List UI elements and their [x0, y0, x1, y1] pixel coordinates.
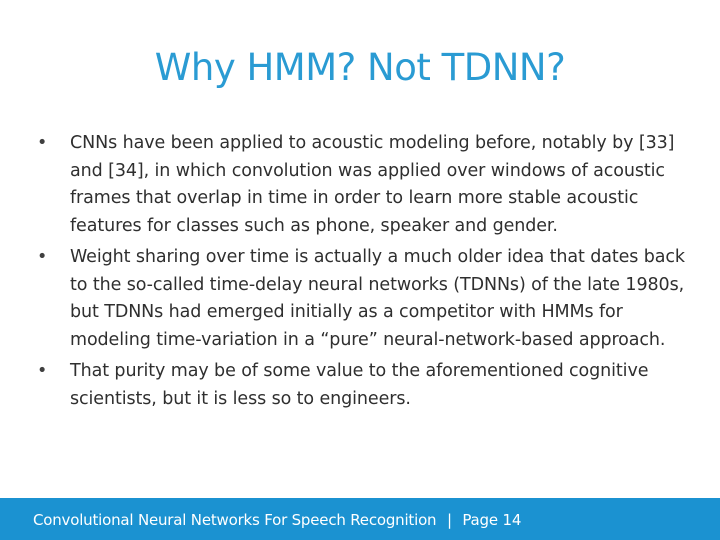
footer-page-number: 14 [502, 511, 522, 529]
footer-text [33, 511, 521, 529]
footer-course-title: Convolutional Neural Networks For Speech Recognition [33, 511, 437, 529]
bullet-item [37, 130, 687, 240]
slide-title: Why HMM? Not TDNN? [154, 46, 566, 89]
bullet-marker: • [37, 247, 48, 267]
footer-separator: | [446, 511, 452, 529]
bullet-text: CNNs have been applied to acoustic modeling before, notably by [33] and [34], in which convolution was applied over windows of acoustic frames that overlap in time in order to learn more stable acoustic features for classes such as phone, speaker and gender. [70, 133, 675, 236]
bullet-marker: • [37, 133, 48, 153]
bullet-text: That purity may be of some value to the aforementioned cognitive scientists, but it is less so to engineers. [70, 361, 649, 409]
bullet-text: Weight sharing over time is actually a much older idea that dates back to the so-called time-delay neural networks (TDNNs) of the late 1980s, but TDNNs had emerged initially as a competitor with HMMs for modeling time-variation in a “pure” neural-network-based approach. [70, 247, 685, 350]
bullet-item [37, 358, 687, 413]
bullet-marker: • [37, 361, 48, 381]
footer-bar [0, 498, 720, 540]
bullet-item [37, 244, 687, 354]
bullet-list [37, 130, 687, 417]
footer-page-label: Page [462, 511, 498, 529]
